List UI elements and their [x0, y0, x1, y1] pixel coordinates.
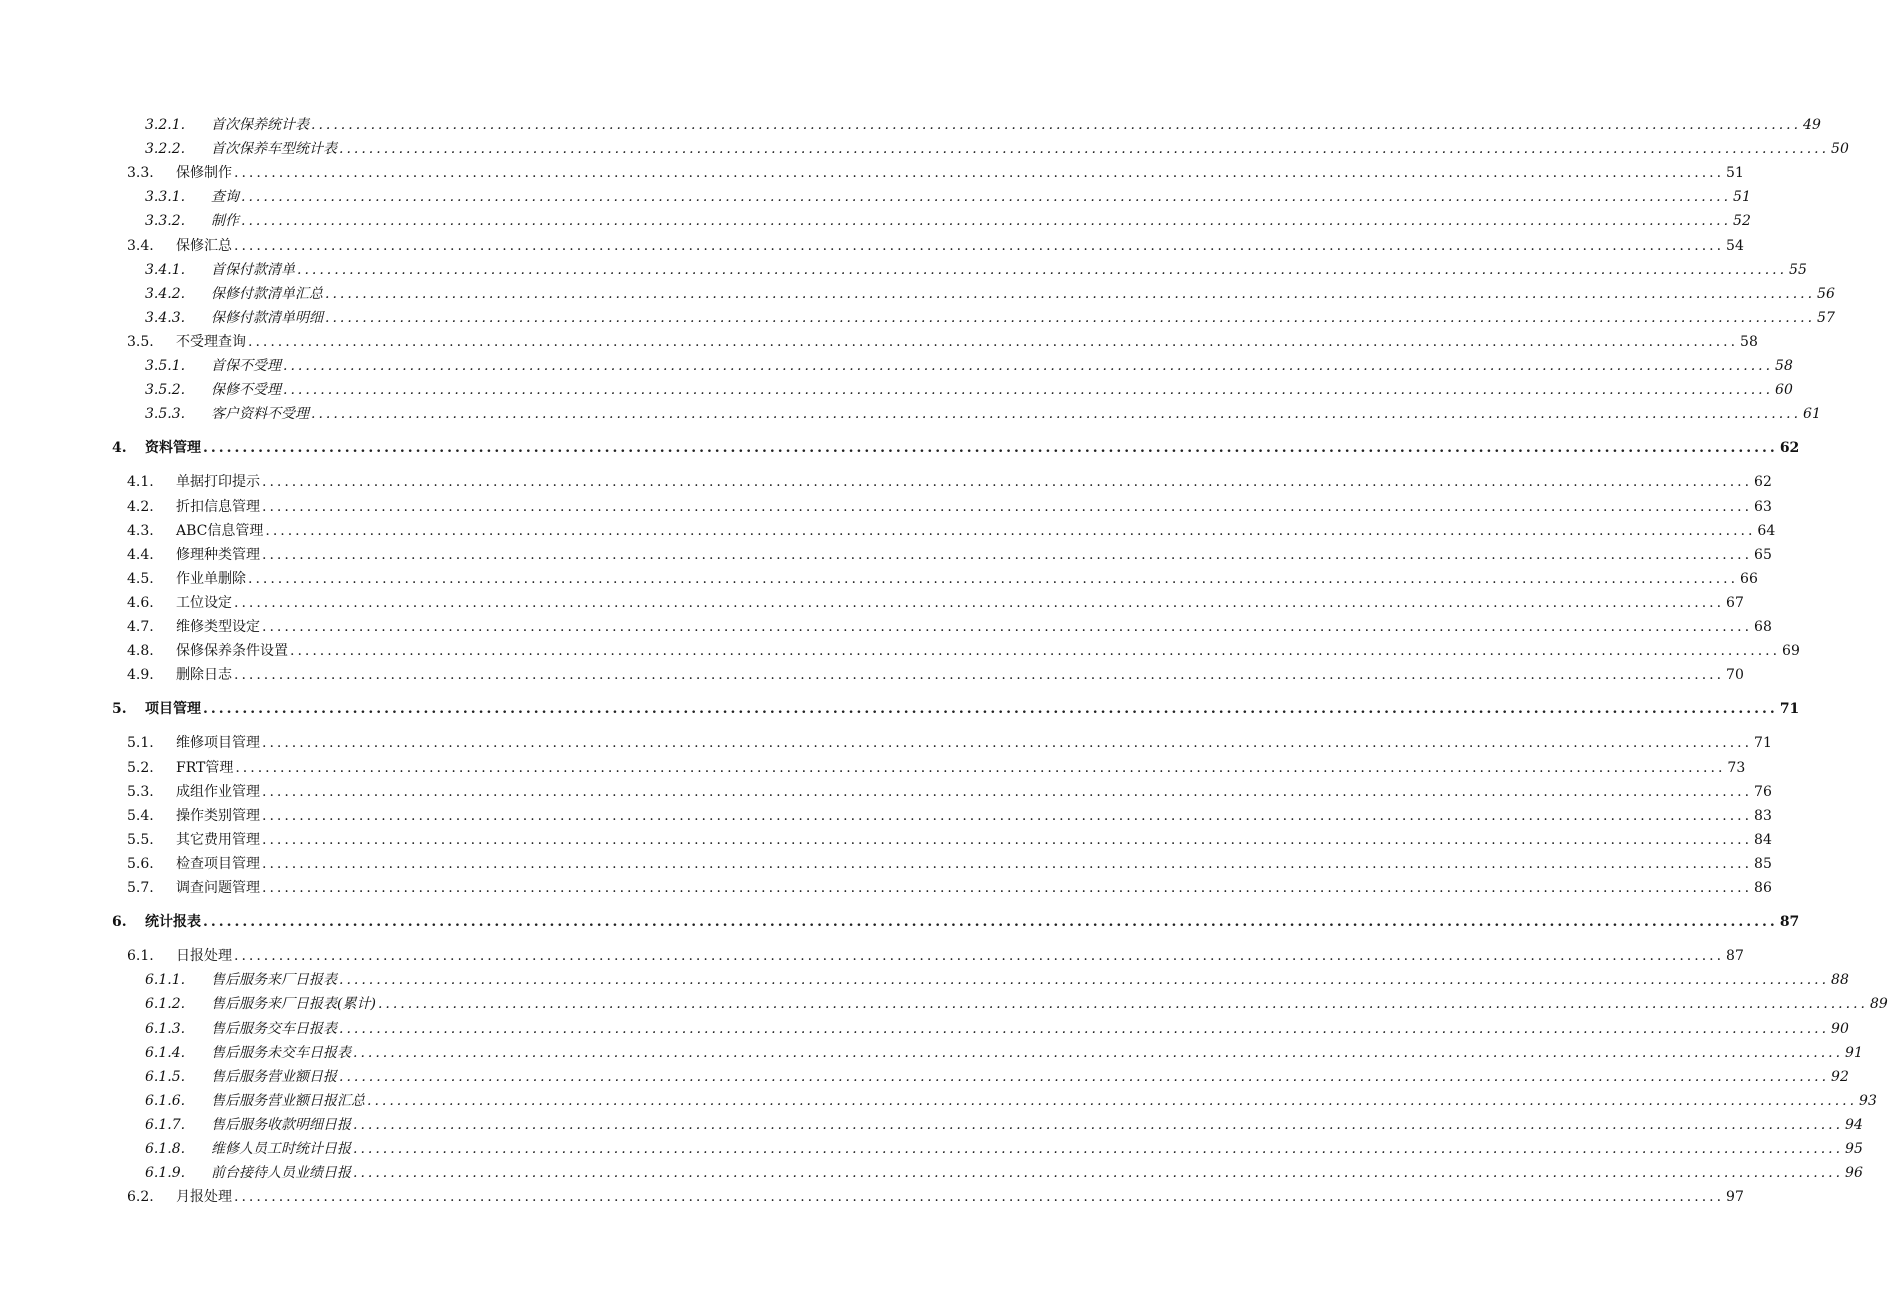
toc-entry-title: 调查问题管理	[176, 880, 260, 896]
toc-entry-page: 58	[1740, 333, 1758, 350]
toc-entry[interactable]	[145, 1068, 1849, 1086]
toc-leader-dots: ........................................................................................................................................................................................................	[262, 807, 1753, 824]
toc-entry[interactable]	[145, 995, 1888, 1013]
toc-entry-page: 56	[1817, 285, 1835, 302]
toc-entry-title: 前台接待人员业绩日报	[211, 1165, 351, 1182]
toc-entry[interactable]	[127, 546, 1772, 564]
toc-entry[interactable]	[127, 759, 1746, 777]
toc-entry-title: 售后服务未交车日报表	[211, 1044, 351, 1061]
toc-entry-title: 维修人员工时统计日报	[211, 1141, 351, 1157]
toc-entry-page: 90	[1831, 1020, 1849, 1037]
toc-entry[interactable]	[127, 666, 1744, 684]
toc-entry-number: 5.3.	[127, 783, 154, 800]
toc-entry[interactable]	[112, 913, 1800, 931]
toc-leader-dots: ........................................................................................................................................................................................................	[234, 165, 1725, 182]
toc-entry-title: 月报处理	[176, 1189, 232, 1206]
toc-entry-page: 69	[1782, 643, 1800, 660]
toc-leader-dots: ........................................................................................................................................................................................................	[241, 213, 1732, 230]
toc-entry-number: 3.4.	[127, 237, 154, 254]
toc-entry-page: 63	[1754, 498, 1772, 515]
toc-entry[interactable]	[127, 594, 1744, 612]
toc-entry-number: 6.1.3.	[145, 1020, 186, 1037]
toc-leader-dots: ........................................................................................................................................................................................................	[203, 914, 1778, 931]
toc-entry[interactable]	[145, 1044, 1863, 1062]
toc-entry-page: 89	[1869, 996, 1888, 1013]
toc-leader-dots: ........................................................................................................................................................................................................	[290, 643, 1781, 660]
toc-entry-page: 54	[1726, 237, 1744, 254]
toc-leader-dots: ........................................................................................................................................................................................................	[265, 522, 1756, 539]
toc-entry-number: 3.3.1.	[145, 189, 186, 206]
toc-leader-dots: ........................................................................................................................................................................................................	[339, 1020, 1830, 1037]
toc-entry-number: 6.1.6.	[145, 1092, 186, 1109]
toc-entry-title: 保修制作	[176, 165, 232, 182]
toc-entry-page: 97	[1726, 1189, 1744, 1206]
toc-entry-page: 64	[1757, 522, 1776, 539]
toc-entry-page: 92	[1831, 1068, 1849, 1085]
toc-leader-dots: ........................................................................................................................................................................................................	[311, 406, 1802, 423]
toc-leader-dots: ........................................................................................................................................................................................................	[353, 1165, 1844, 1182]
toc-entry-title: 制作	[211, 213, 239, 230]
toc-entry[interactable]	[127, 522, 1776, 540]
toc-entry-page: 62	[1779, 440, 1800, 457]
toc-entry[interactable]	[127, 237, 1744, 255]
toc-entry-page: 84	[1754, 831, 1772, 848]
toc-entry-title: 保修不受理	[211, 382, 281, 399]
toc-entry-title: 工位设定	[176, 594, 232, 611]
toc-entry-title: 日报处理	[176, 948, 232, 965]
toc-entry-title: 查询	[211, 189, 239, 206]
toc-leader-dots: ........................................................................................................................................................................................................	[283, 358, 1774, 374]
toc-entry-title: ABC信息管理	[176, 522, 264, 539]
toc-leader-dots: ........................................................................................................................................................................................................	[262, 735, 1753, 752]
toc-leader-dots: ........................................................................................................................................................................................................	[234, 948, 1725, 965]
toc-entry-number: 6.1.7.	[145, 1116, 186, 1133]
toc-entry-number: 4.5.	[127, 570, 154, 587]
toc-leader-dots: ........................................................................................................................................................................................................	[339, 1068, 1830, 1085]
toc-entry[interactable]	[127, 498, 1772, 516]
toc-leader-dots: ........................................................................................................................................................................................................	[262, 474, 1753, 491]
toc-leader-dots: ........................................................................................................................................................................................................	[377, 996, 1868, 1013]
toc-leader-dots: ........................................................................................................................................................................................................	[235, 759, 1726, 776]
toc-leader-dots: ........................................................................................................................................................................................................	[339, 141, 1830, 158]
toc-entry-page: 73	[1727, 759, 1746, 776]
toc-entry-number: 3.4.2.	[145, 285, 186, 302]
toc-entry-title: 售后服务收款明细日报	[211, 1116, 351, 1133]
toc-entry[interactable]	[145, 212, 1751, 230]
toc-entry-page: 70	[1726, 667, 1744, 684]
toc-entry-page: 85	[1754, 855, 1772, 872]
toc-entry[interactable]	[127, 1188, 1744, 1206]
toc-entry[interactable]	[145, 188, 1751, 206]
toc-entry-title: 售后服务营业额日报	[211, 1068, 337, 1085]
toc-entry-page: 65	[1754, 546, 1772, 563]
toc-leader-dots: ........................................................................................................................................................................................................	[248, 570, 1739, 587]
toc-entry-number: 3.5.2.	[145, 382, 186, 399]
toc-entry[interactable]	[145, 1140, 1863, 1158]
toc-entry-title: 维修类型设定	[176, 619, 260, 635]
toc-entry-title: 删除日志	[176, 667, 232, 684]
toc-entry[interactable]	[145, 971, 1849, 989]
toc-entry-page: 93	[1859, 1092, 1877, 1109]
toc-entry[interactable]	[127, 570, 1758, 588]
toc-entry-title: 首保不受理	[211, 358, 281, 374]
toc-entry-number: 3.5.3.	[145, 406, 186, 423]
toc-entry-title: 售后服务营业额日报汇总	[211, 1092, 365, 1109]
toc-entry-number: 4.2.	[127, 498, 154, 515]
toc-entry-title: 客户资料不受理	[211, 406, 309, 423]
toc-entry-page: 67	[1726, 594, 1744, 611]
toc-entry[interactable]	[145, 1092, 1877, 1110]
toc-entry-title: 成组作业管理	[176, 783, 260, 800]
toc-entry-number: 6.2.	[127, 1189, 154, 1206]
toc-entry-page: 51	[1733, 189, 1751, 206]
toc-entry-title: 售后服务来厂日报表(累计)	[211, 996, 376, 1013]
toc-entry-page: 71	[1779, 701, 1800, 718]
toc-entry-number: 5.4.	[127, 807, 154, 824]
toc-entry-title: 折扣信息管理	[176, 498, 260, 515]
toc-leader-dots: ........................................................................................................................................................................................................	[241, 189, 1732, 206]
toc-entry-title: 保修保养条件设置	[176, 643, 288, 660]
toc-entry-page: 76	[1754, 783, 1772, 800]
toc-entry-number: 4.3.	[127, 522, 154, 539]
toc-entry-number: 4.9.	[127, 667, 154, 684]
toc-entry-page: 87	[1726, 948, 1744, 965]
toc-entry-number: 5.7.	[127, 880, 154, 896]
toc-entry-number: 3.4.1.	[145, 261, 186, 278]
toc-entry-page: 51	[1726, 165, 1744, 182]
toc-leader-dots: ........................................................................................................................................................................................................	[353, 1116, 1844, 1133]
toc-entry[interactable]	[145, 309, 1835, 327]
toc-leader-dots: ........................................................................................................................................................................................................	[234, 667, 1725, 684]
toc-entry[interactable]	[127, 333, 1758, 351]
toc-entry[interactable]	[127, 734, 1772, 752]
toc-entry-page: 58	[1775, 358, 1793, 374]
toc-leader-dots: ........................................................................................................................................................................................................	[325, 285, 1816, 302]
toc-entry-number: 5.1.	[127, 735, 154, 752]
toc-entry-title: 其它费用管理	[176, 831, 260, 848]
toc-entry[interactable]	[127, 831, 1772, 849]
toc-entry-number: 4.6.	[127, 594, 154, 611]
toc-entry-page: 66	[1740, 570, 1758, 587]
toc-entry-number: 5.2.	[127, 759, 154, 776]
toc-entry-page: 68	[1754, 619, 1772, 635]
toc-entry-number: 3.5.	[127, 333, 154, 350]
toc-entry-number: 6.1.2.	[145, 996, 186, 1013]
toc-entry-number: 4.4.	[127, 546, 154, 563]
toc-entry[interactable]	[145, 116, 1821, 134]
toc-entry-title: 检查项目管理	[176, 855, 260, 872]
toc-entry-page: 91	[1845, 1044, 1863, 1061]
toc-entry-page: 96	[1845, 1165, 1863, 1182]
toc-entry-title: 不受理查询	[176, 333, 246, 350]
toc-entry-title: 资料管理	[145, 440, 201, 457]
toc-leader-dots: ........................................................................................................................................................................................................	[203, 440, 1778, 457]
toc-entry-number: 3.3.2.	[145, 213, 186, 230]
toc-entry-page: 71	[1754, 735, 1772, 752]
toc-entry-title: 首保付款清单	[211, 261, 295, 278]
toc-entry-number: 6.1.8.	[145, 1141, 186, 1157]
toc-entry[interactable]	[127, 642, 1800, 660]
toc-entry-number: 5.5.	[127, 831, 154, 848]
toc-entry-page: 61	[1803, 406, 1821, 423]
toc-entry-page: 86	[1754, 880, 1772, 896]
toc-entry[interactable]	[145, 405, 1821, 423]
toc-leader-dots: ........................................................................................................................................................................................................	[325, 309, 1816, 326]
toc-entry-page: 49	[1803, 117, 1821, 133]
toc-entry-title: 统计报表	[145, 914, 201, 931]
toc-entry-number: 4.	[112, 440, 127, 457]
toc-entry-number: 6.1.	[127, 948, 154, 965]
toc-leader-dots: ........................................................................................................................................................................................................	[262, 619, 1753, 635]
toc-entry-page: 95	[1845, 1141, 1863, 1157]
toc-entry-number: 3.2.1.	[145, 117, 186, 133]
toc-entry-title: 项目管理	[145, 701, 201, 718]
toc-leader-dots: ........................................................................................................................................................................................................	[353, 1044, 1844, 1061]
toc-entry[interactable]	[127, 618, 1772, 636]
toc-entry-page: 62	[1754, 474, 1772, 491]
toc-leader-dots: ........................................................................................................................................................................................................	[339, 972, 1830, 989]
toc-entry-number: 6.1.1.	[145, 972, 186, 989]
toc-leader-dots: ........................................................................................................................................................................................................	[353, 1141, 1844, 1157]
toc-entry[interactable]	[127, 807, 1772, 825]
toc-entry[interactable]	[127, 473, 1772, 491]
toc-entry-page: 60	[1775, 382, 1793, 399]
toc-entry[interactable]	[145, 381, 1793, 399]
toc-entry-page: 50	[1831, 141, 1849, 158]
toc-entry-title: 售后服务交车日报表	[211, 1020, 337, 1037]
toc-entry-title: 修理种类管理	[176, 546, 260, 563]
toc-entry[interactable]	[112, 439, 1800, 457]
toc-leader-dots: ........................................................................................................................................................................................................	[262, 498, 1753, 515]
toc-entry-number: 4.1.	[127, 474, 154, 491]
toc-entry-page: 52	[1733, 213, 1751, 230]
toc-leader-dots: ........................................................................................................................................................................................................	[248, 333, 1739, 350]
toc-entry[interactable]	[127, 783, 1772, 801]
toc-entry[interactable]	[145, 261, 1807, 279]
toc-entry-number: 6.	[112, 914, 127, 931]
toc-entry[interactable]	[145, 357, 1793, 375]
toc-entry-number: 6.1.9.	[145, 1165, 186, 1182]
toc-entry-page: 87	[1779, 914, 1800, 931]
toc-entry[interactable]	[127, 947, 1744, 965]
toc-entry[interactable]	[127, 164, 1744, 182]
toc-entry-title: 作业单删除	[176, 570, 246, 587]
toc-leader-dots: ........................................................................................................................................................................................................	[262, 546, 1753, 563]
toc-leader-dots: ........................................................................................................................................................................................................	[311, 117, 1802, 133]
toc-entry-title: 保修付款清单汇总	[211, 285, 323, 302]
toc-leader-dots: ........................................................................................................................................................................................................	[203, 701, 1778, 718]
toc-entry-page: 83	[1754, 807, 1772, 824]
toc-entry-title: 操作类别管理	[176, 807, 260, 824]
toc-entry-number: 3.3.	[127, 165, 154, 182]
toc-leader-dots: ........................................................................................................................................................................................................	[262, 831, 1753, 848]
toc-entry[interactable]	[112, 700, 1800, 718]
toc-entry[interactable]	[127, 879, 1772, 897]
toc-leader-dots: ........................................................................................................................................................................................................	[234, 594, 1725, 611]
toc-leader-dots: ........................................................................................................................................................................................................	[234, 1189, 1725, 1206]
toc-entry-number: 3.5.1.	[145, 358, 186, 374]
toc-leader-dots: ........................................................................................................................................................................................................	[283, 382, 1774, 399]
toc-entry[interactable]	[145, 1116, 1863, 1134]
toc-entry-page: 94	[1845, 1116, 1863, 1133]
toc-entry-number: 6.1.5.	[145, 1068, 186, 1085]
toc-entry-number: 4.8.	[127, 643, 154, 660]
toc-entry-page: 88	[1831, 972, 1849, 989]
toc-leader-dots: ........................................................................................................................................................................................................	[234, 237, 1725, 254]
toc-entry-title: 首次保养车型统计表	[211, 141, 337, 158]
toc-leader-dots: ........................................................................................................................................................................................................	[262, 855, 1753, 872]
toc-entry[interactable]	[145, 140, 1849, 158]
toc-entry-title: 保修汇总	[176, 237, 232, 254]
toc-entry-number: 4.7.	[127, 619, 154, 635]
toc-entry-page: 57	[1817, 309, 1835, 326]
toc-entry-page: 55	[1789, 261, 1807, 278]
toc-entry[interactable]	[145, 1020, 1849, 1038]
toc-entry-number: 5.6.	[127, 855, 154, 872]
toc-entry-number: 5.	[112, 701, 127, 718]
toc-entry-number: 6.1.4.	[145, 1044, 186, 1061]
toc-entry[interactable]	[127, 855, 1772, 873]
toc-entry-number: 3.2.2.	[145, 141, 186, 158]
toc-leader-dots: ........................................................................................................................................................................................................	[262, 783, 1753, 800]
toc-entry-title: 售后服务来厂日报表	[211, 972, 337, 989]
toc-entry-title: 保修付款清单明细	[211, 309, 323, 326]
toc-entry-title: 单据打印提示	[176, 474, 260, 491]
toc-leader-dots: ........................................................................................................................................................................................................	[367, 1092, 1858, 1109]
toc-entry-title: FRT管理	[176, 759, 234, 776]
toc-entry[interactable]	[145, 1164, 1863, 1182]
toc-leader-dots: ........................................................................................................................................................................................................	[297, 261, 1788, 278]
toc-entry[interactable]	[145, 285, 1835, 303]
toc-entry-number: 3.4.3.	[145, 309, 186, 326]
toc-leader-dots: ........................................................................................................................................................................................................	[262, 880, 1753, 896]
toc-entry-title: 首次保养统计表	[211, 117, 309, 133]
toc-entry-title: 维修项目管理	[176, 735, 260, 752]
